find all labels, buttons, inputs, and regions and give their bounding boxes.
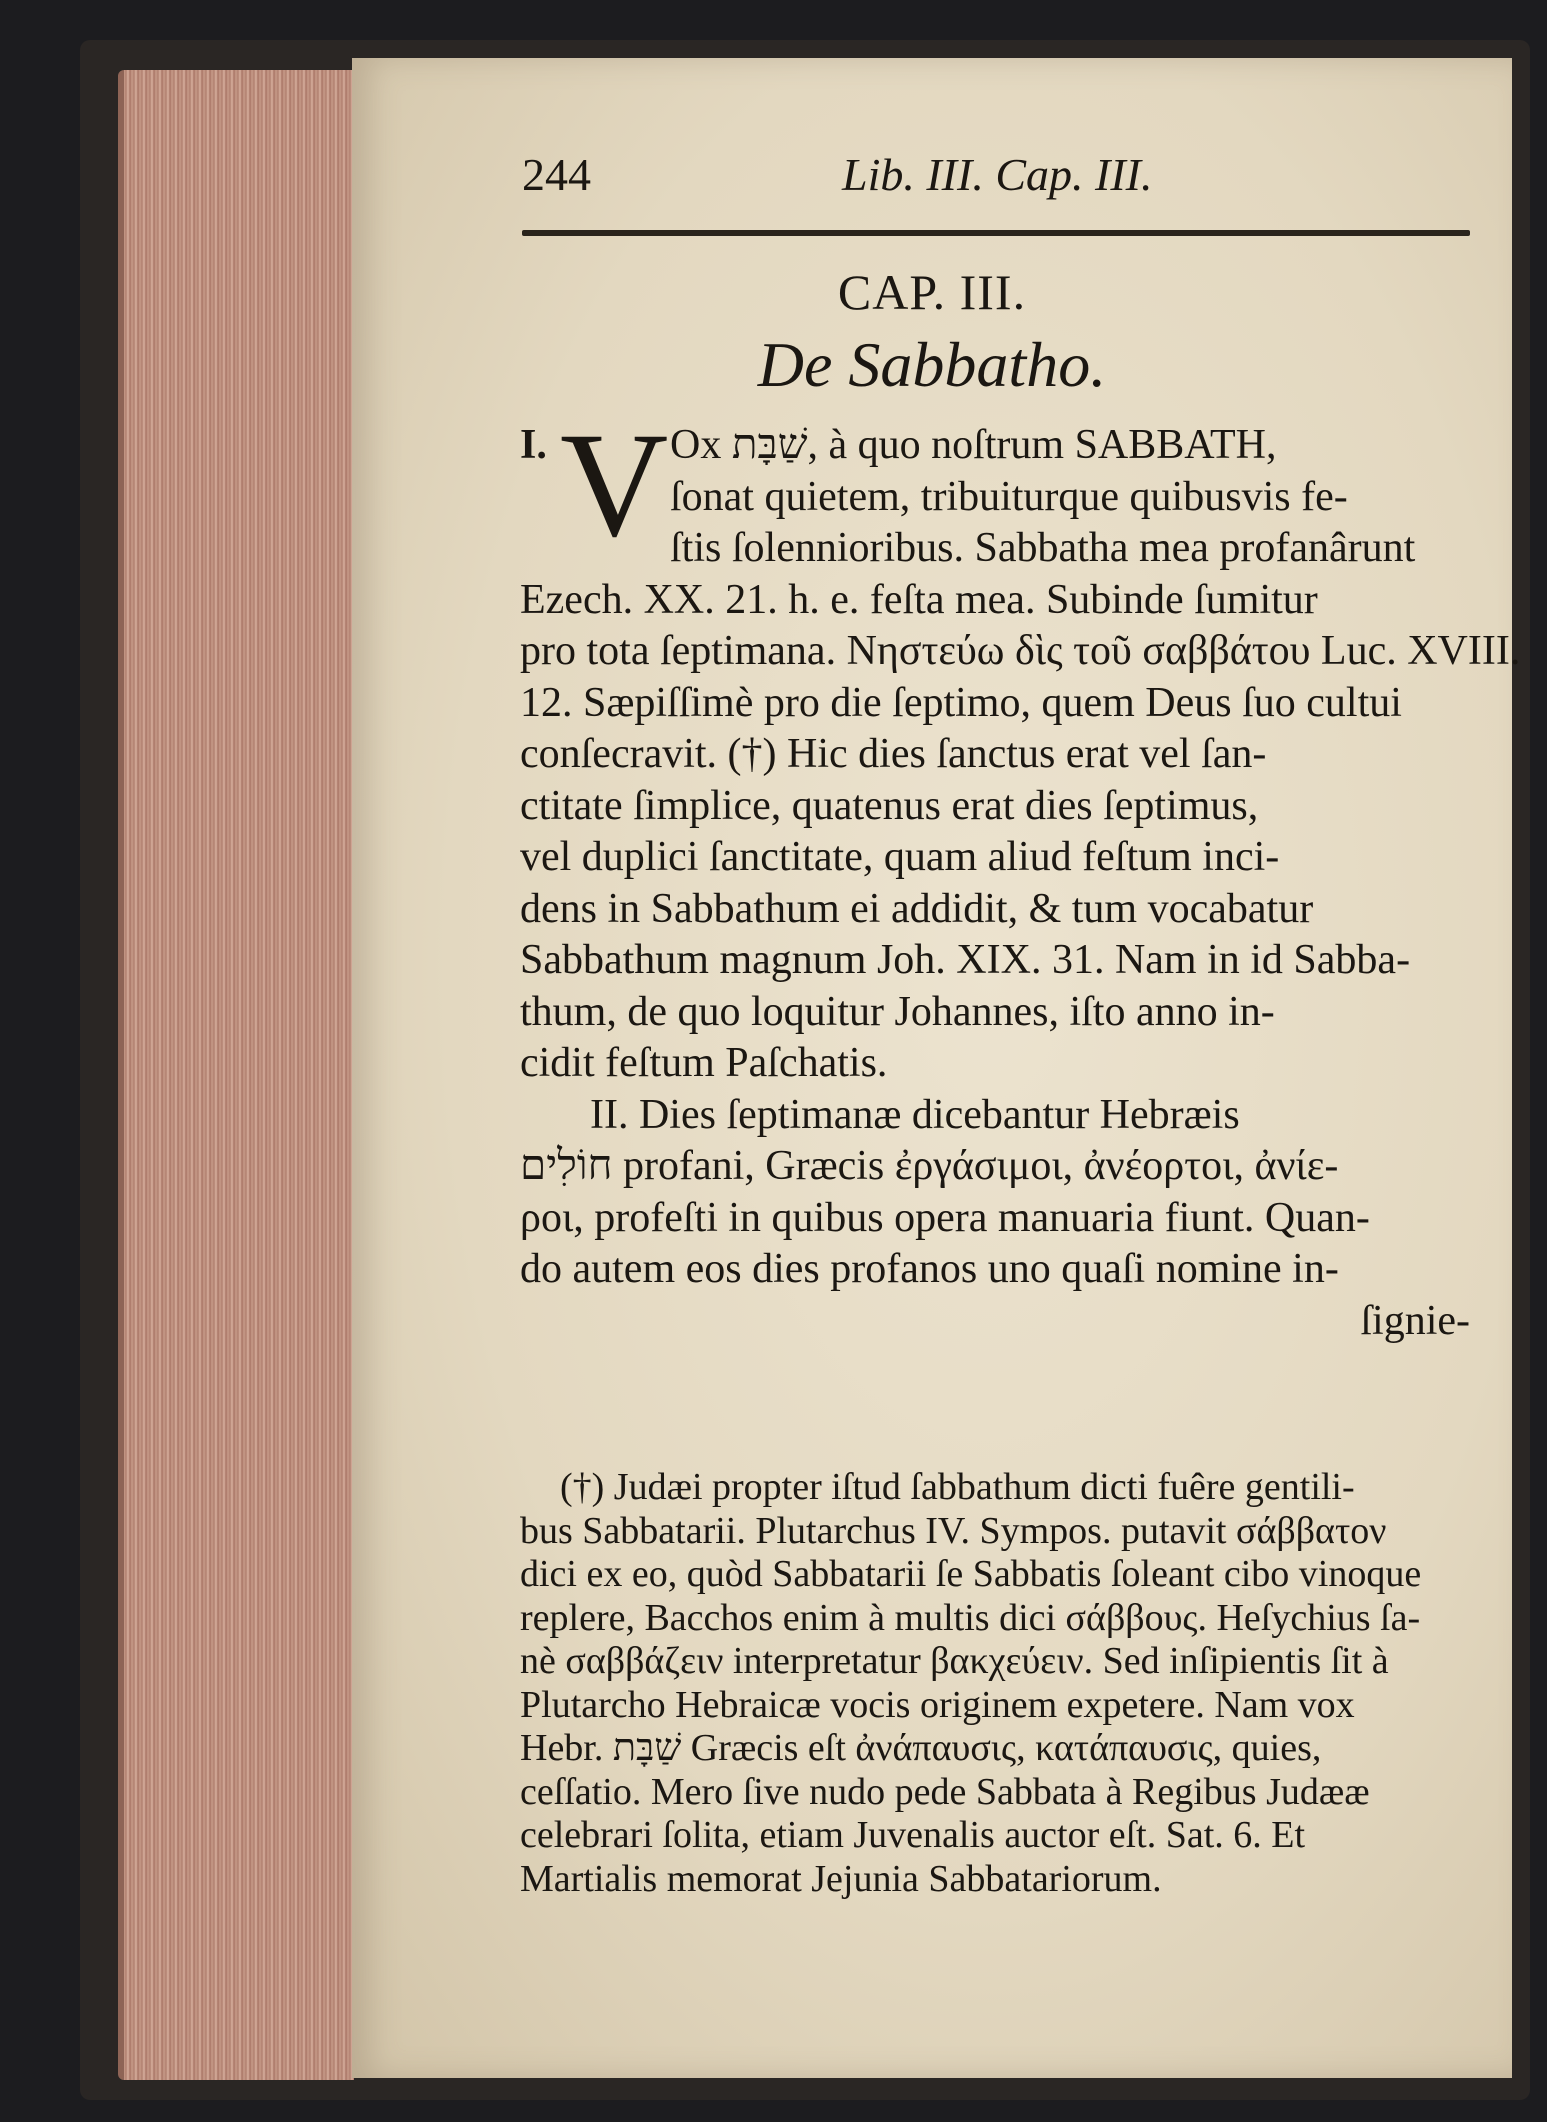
footnote-line: Martialis memorat Jejunia Sabbatariorum. <box>520 1857 1162 1900</box>
text-line: Sabbathum magnum Joh. XIX. 31. Nam in id Sabba- <box>520 937 1411 983</box>
book-page <box>352 58 1521 2078</box>
chapter-subtitle: De Sabbatho. <box>757 329 1107 400</box>
footnote-line: ceſſatio. Mero ſive nudo pede Sabbata à Regibus Judææ <box>520 1770 1370 1813</box>
footnote-line: dici ex eo, quòd Sabbatarii ſe Sabbatis ſoleant cibo vinoque <box>520 1553 1422 1595</box>
footnote-line: nè σαββάζειν interpretatur βακχεύειν. Sed inſipientis ſit à <box>520 1640 1389 1682</box>
text-line: ροι, profeſti in quibus opera manuaria fiunt. Quan- <box>520 1194 1370 1241</box>
text-line: Ezech. XX. 21. h. e. feſta mea. Subinde ſumitur <box>520 576 1318 623</box>
text-line: thum, de quo loquitur Johannes, iſto anno in- <box>520 988 1275 1035</box>
section-number: I. <box>520 422 547 468</box>
running-head: Lib. III. Cap. III. <box>842 149 1153 200</box>
footnote-line: replere, Bacchos enim à multis dici σάββους. Heſychius ſa- <box>520 1596 1421 1639</box>
page-fore-edge <box>118 70 354 2080</box>
header-rule <box>522 230 1470 236</box>
main-text <box>520 402 1521 1347</box>
footnote-line: celebrari ſolita, etiam Juvenalis auctor eſt. Sat. 6. Et <box>520 1814 1306 1856</box>
footnote-line: bus Sabbatarii. Plutarchus IV. Sympos. putavit σάββατον <box>520 1509 1387 1552</box>
text-line: II. Dies ſeptimanæ dicebantur Hebræis <box>590 1091 1240 1138</box>
footnote-line: Plutarcho Hebraicæ vocis originem expetere. Nam vox <box>520 1683 1355 1726</box>
footnote-line: Hebr. שַׁבָּת Græcis eſt ἀνάπαυσις, κατάπαυσις, quies, <box>520 1727 1322 1769</box>
drop-cap: V <box>560 402 669 568</box>
text-line: ſtis ſolennioribus. Sabbatha mea profanârunt <box>670 525 1416 571</box>
text-line: ſignie- <box>1360 1297 1470 1344</box>
text-line: ctitate ſimplice, quatenus erat dies ſeptimus, <box>520 782 1259 829</box>
text-line: 12. Sæpiſſimè pro die ſeptimo, quem Deus ſuo cultui <box>520 679 1402 726</box>
footnote-line: (†) Judæi propter iſtud ſabbathum dicti fuêre gentili- <box>560 1466 1355 1508</box>
text-line: vel duplici ſanctitate, quam aliud feſtum inci- <box>520 834 1280 880</box>
text-line: Ox שַׁבָּת, à quo noſtrum SABBATH, <box>670 422 1277 468</box>
text-line: pro tota ſeptimana. Νηστεύω δὶς τοῦ σαββάτου Luc. XVIII. <box>520 628 1521 674</box>
page-number: 244 <box>522 149 591 200</box>
chapter-title: CAP. III. <box>837 264 1027 320</box>
page-header <box>522 148 1372 198</box>
text-line: חוֹלִים profani, Græcis ἐργάσιμοι, ἀνέορτοι, ἀνίε- <box>520 1143 1339 1189</box>
text-line: conſecravit. (†) Hic dies ſanctus erat vel ſan- <box>520 731 1267 777</box>
text-line: dens in Sabbathum ei addidit, & tum vocabatur <box>520 885 1314 932</box>
text-line: cidit feſtum Paſchatis. <box>520 1040 888 1086</box>
text-line: ſonat quietem, tribuiturque quibusvis fe- <box>670 473 1348 520</box>
footnotes <box>520 1466 1470 1901</box>
text-line: do autem eos dies profanos uno quaſi nomine in- <box>520 1246 1339 1292</box>
